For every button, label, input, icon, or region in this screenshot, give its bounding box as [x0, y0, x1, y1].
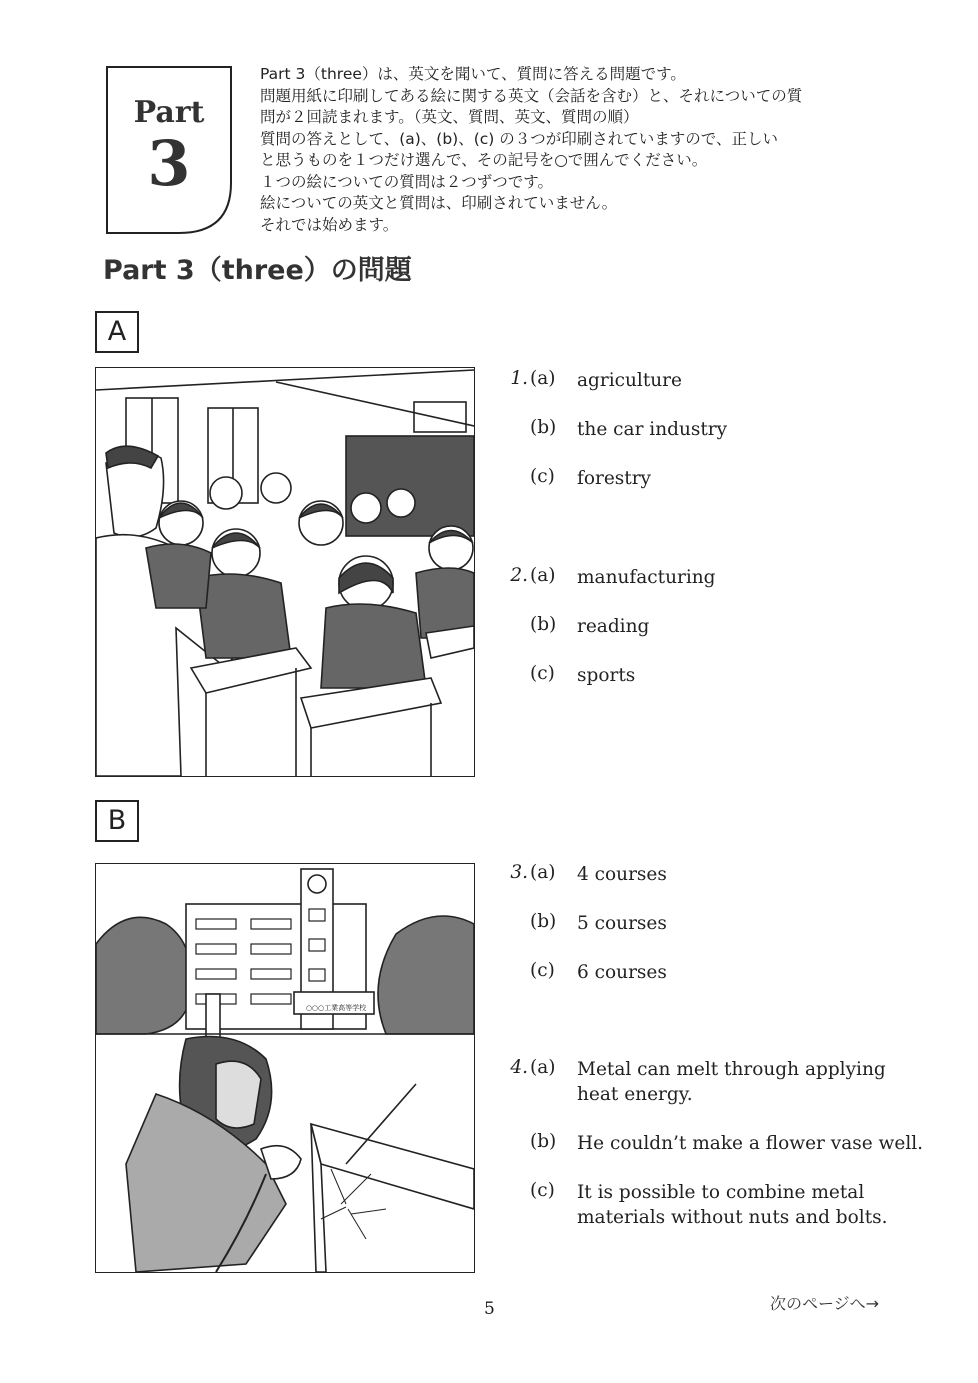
- option-letter: (c): [530, 960, 555, 981]
- option-letter: (b): [530, 417, 557, 438]
- option-text: He couldn’t make a flower vase well.: [577, 1133, 924, 1154]
- option-letter: (c): [530, 1180, 555, 1201]
- option-text: the car industry: [577, 419, 728, 440]
- option-text: reading: [577, 616, 650, 637]
- option-text: sports: [577, 665, 636, 686]
- option-text: 5 courses: [577, 913, 667, 934]
- instruction-line: Part 3（three）は、英文を聞いて、質問に答える問題です。: [260, 65, 686, 83]
- badge-number: 3: [147, 127, 191, 200]
- option-letter: (a): [530, 1057, 556, 1078]
- instruction-line: １つの絵についての質問は２つずつです。: [260, 172, 553, 191]
- option-letter: (c): [530, 663, 555, 684]
- option-text: Metal can melt through applying heat energy.: [577, 1059, 886, 1105]
- classroom-illustration: [95, 367, 475, 777]
- instruction-line: 問が２回読まれます。（英文、質問、英文、質問の順）: [260, 108, 639, 126]
- school-and-welder-illustration: [95, 863, 475, 1273]
- option-letter: (a): [530, 862, 556, 883]
- part-badge: [105, 65, 233, 235]
- instructions: [260, 64, 920, 236]
- option-letter: (c): [530, 466, 555, 487]
- option-letter: (b): [530, 1131, 557, 1152]
- option-letter: (b): [530, 614, 557, 635]
- option-text: forestry: [577, 468, 651, 489]
- school-sign: ○○○工業高等学校: [305, 1004, 367, 1012]
- section-title: Part 3（three）の問題: [103, 255, 412, 286]
- question-number: 2.: [510, 565, 528, 586]
- question-number: 4.: [510, 1057, 528, 1078]
- next-page-note: 次のページへ→: [770, 1294, 880, 1313]
- option-text: manufacturing: [577, 567, 716, 588]
- option-text: 6 courses: [577, 962, 667, 983]
- option-text: It is possible to combine metal materials without nuts and bolts.: [577, 1182, 888, 1228]
- option-text: agriculture: [577, 370, 682, 391]
- instruction-line: 質問の答えとして、(a)、(b)、(c) の３つが印刷されていますので、正しい: [260, 129, 778, 148]
- section-label-a: A: [95, 311, 139, 353]
- option-letter: (a): [530, 368, 556, 389]
- section-label-b: B: [95, 800, 139, 842]
- instruction-line: 問題用紙に印刷してある絵に関する英文（会話を含む）と、それについての質: [260, 86, 803, 105]
- option-letter: (a): [530, 565, 556, 586]
- page-number: 5: [484, 1299, 495, 1319]
- badge-word: Part: [133, 95, 205, 130]
- instruction-line: と思うものを１つだけ選んで、その記号を○で囲んでください。: [260, 151, 708, 169]
- option-text: 4 courses: [577, 864, 667, 885]
- question-number: 1.: [510, 368, 528, 389]
- instruction-line: 絵についての英文と質問は、印刷されていません。: [260, 194, 618, 212]
- option-letter: (b): [530, 911, 557, 932]
- question-number: 3.: [510, 862, 528, 883]
- instruction-line: それでは始めます。: [260, 215, 399, 234]
